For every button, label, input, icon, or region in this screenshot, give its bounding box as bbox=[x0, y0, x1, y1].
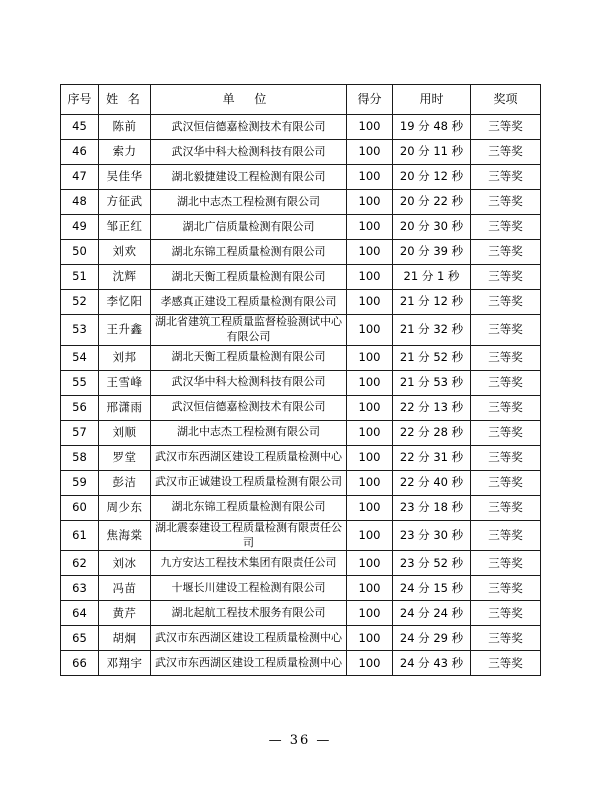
cell-name: 焦海棠 bbox=[99, 520, 151, 551]
cell-award: 三等奖 bbox=[471, 215, 541, 240]
cell-award: 三等奖 bbox=[471, 470, 541, 495]
cell-unit: 武汉市正诚建设工程质量检测有限公司 bbox=[151, 470, 347, 495]
cell-name: 罗堂 bbox=[99, 445, 151, 470]
cell-no: 58 bbox=[61, 445, 99, 470]
cell-no: 45 bbox=[61, 115, 99, 140]
cell-unit: 湖北省建筑工程质量监督检验测试中心有限公司 bbox=[151, 315, 347, 346]
cell-name: 邢潇雨 bbox=[99, 395, 151, 420]
cell-unit: 九方安达工程技术集团有限责任公司 bbox=[151, 551, 347, 576]
table-row bbox=[61, 520, 541, 551]
table-row bbox=[61, 370, 541, 395]
cell-score: 100 bbox=[347, 315, 393, 346]
cell-no: 63 bbox=[61, 576, 99, 601]
cell-unit: 湖北中志杰工程检测有限公司 bbox=[151, 190, 347, 215]
column-header-unit: 单 位 bbox=[151, 85, 347, 115]
cell-unit: 湖北东锦工程质量检测有限公司 bbox=[151, 240, 347, 265]
cell-no: 56 bbox=[61, 395, 99, 420]
cell-name: 王雪峰 bbox=[99, 370, 151, 395]
cell-unit: 武汉华中科大检测科技有限公司 bbox=[151, 370, 347, 395]
cell-no: 62 bbox=[61, 551, 99, 576]
table-row bbox=[61, 190, 541, 215]
cell-no: 55 bbox=[61, 370, 99, 395]
cell-award: 三等奖 bbox=[471, 445, 541, 470]
cell-award: 三等奖 bbox=[471, 140, 541, 165]
cell-award: 三等奖 bbox=[471, 190, 541, 215]
cell-award: 三等奖 bbox=[471, 495, 541, 520]
cell-time: 24 分 29 秒 bbox=[393, 626, 471, 651]
table-row bbox=[61, 165, 541, 190]
cell-no: 52 bbox=[61, 290, 99, 315]
cell-no: 64 bbox=[61, 601, 99, 626]
cell-time: 22 分 28 秒 bbox=[393, 420, 471, 445]
table-row bbox=[61, 420, 541, 445]
table-row bbox=[61, 395, 541, 420]
cell-time: 24 分 24 秒 bbox=[393, 601, 471, 626]
cell-name: 刘邦 bbox=[99, 345, 151, 370]
cell-time: 19 分 48 秒 bbox=[393, 115, 471, 140]
cell-score: 100 bbox=[347, 265, 393, 290]
table-row bbox=[61, 445, 541, 470]
column-header-award: 奖项 bbox=[471, 85, 541, 115]
table-row bbox=[61, 651, 541, 676]
cell-no: 61 bbox=[61, 520, 99, 551]
cell-award: 三等奖 bbox=[471, 626, 541, 651]
cell-score: 100 bbox=[347, 445, 393, 470]
cell-time: 20 分 30 秒 bbox=[393, 215, 471, 240]
cell-name: 邓翔宇 bbox=[99, 651, 151, 676]
table-row bbox=[61, 140, 541, 165]
cell-award: 三等奖 bbox=[471, 601, 541, 626]
cell-no: 57 bbox=[61, 420, 99, 445]
cell-time: 21 分 32 秒 bbox=[393, 315, 471, 346]
cell-score: 100 bbox=[347, 576, 393, 601]
cell-no: 48 bbox=[61, 190, 99, 215]
cell-score: 100 bbox=[347, 190, 393, 215]
cell-name: 冯苗 bbox=[99, 576, 151, 601]
cell-unit: 武汉华中科大检测科技有限公司 bbox=[151, 140, 347, 165]
cell-award: 三等奖 bbox=[471, 395, 541, 420]
cell-unit: 湖北起航工程技术服务有限公司 bbox=[151, 601, 347, 626]
cell-award: 三等奖 bbox=[471, 551, 541, 576]
cell-time: 21 分 53 秒 bbox=[393, 370, 471, 395]
cell-time: 21 分 52 秒 bbox=[393, 345, 471, 370]
cell-unit: 十堰长川建设工程检测有限公司 bbox=[151, 576, 347, 601]
column-header-no: 序号 bbox=[61, 85, 99, 115]
cell-no: 54 bbox=[61, 345, 99, 370]
cell-award: 三等奖 bbox=[471, 165, 541, 190]
cell-unit: 湖北毅捷建设工程检测有限公司 bbox=[151, 165, 347, 190]
cell-no: 49 bbox=[61, 215, 99, 240]
cell-score: 100 bbox=[347, 395, 393, 420]
cell-time: 23 分 18 秒 bbox=[393, 495, 471, 520]
cell-award: 三等奖 bbox=[471, 520, 541, 551]
cell-time: 22 分 40 秒 bbox=[393, 470, 471, 495]
cell-award: 三等奖 bbox=[471, 420, 541, 445]
cell-unit: 湖北天衡工程质量检测有限公司 bbox=[151, 345, 347, 370]
cell-award: 三等奖 bbox=[471, 290, 541, 315]
table-header bbox=[61, 85, 541, 115]
cell-unit: 武汉市东西湖区建设工程质量检测中心 bbox=[151, 445, 347, 470]
cell-time: 24 分 15 秒 bbox=[393, 576, 471, 601]
cell-time: 21 分 12 秒 bbox=[393, 290, 471, 315]
cell-unit: 湖北天衡工程质量检测有限公司 bbox=[151, 265, 347, 290]
cell-no: 65 bbox=[61, 626, 99, 651]
cell-score: 100 bbox=[347, 551, 393, 576]
table-row bbox=[61, 115, 541, 140]
cell-name: 方征武 bbox=[99, 190, 151, 215]
cell-score: 100 bbox=[347, 470, 393, 495]
cell-award: 三等奖 bbox=[471, 115, 541, 140]
cell-no: 46 bbox=[61, 140, 99, 165]
cell-name: 邹正红 bbox=[99, 215, 151, 240]
cell-score: 100 bbox=[347, 601, 393, 626]
cell-score: 100 bbox=[347, 140, 393, 165]
cell-name: 李忆阳 bbox=[99, 290, 151, 315]
cell-name: 沈辉 bbox=[99, 265, 151, 290]
table-row bbox=[61, 315, 541, 346]
cell-no: 51 bbox=[61, 265, 99, 290]
cell-score: 100 bbox=[347, 370, 393, 395]
cell-no: 59 bbox=[61, 470, 99, 495]
table-row bbox=[61, 626, 541, 651]
cell-unit: 武汉市东西湖区建设工程质量检测中心 bbox=[151, 626, 347, 651]
cell-name: 黄芹 bbox=[99, 601, 151, 626]
cell-score: 100 bbox=[347, 165, 393, 190]
table-row bbox=[61, 265, 541, 290]
cell-award: 三等奖 bbox=[471, 370, 541, 395]
cell-time: 23 分 30 秒 bbox=[393, 520, 471, 551]
cell-name: 刘顺 bbox=[99, 420, 151, 445]
cell-name: 吴佳华 bbox=[99, 165, 151, 190]
cell-award: 三等奖 bbox=[471, 345, 541, 370]
table-row bbox=[61, 290, 541, 315]
cell-time: 22 分 13 秒 bbox=[393, 395, 471, 420]
cell-award: 三等奖 bbox=[471, 240, 541, 265]
cell-time: 20 分 11 秒 bbox=[393, 140, 471, 165]
cell-time: 20 分 39 秒 bbox=[393, 240, 471, 265]
cell-unit: 武汉市东西湖区建设工程质量检测中心 bbox=[151, 651, 347, 676]
cell-score: 100 bbox=[347, 115, 393, 140]
cell-score: 100 bbox=[347, 215, 393, 240]
table-row bbox=[61, 470, 541, 495]
award-results-table bbox=[60, 84, 541, 676]
cell-time: 20 分 12 秒 bbox=[393, 165, 471, 190]
cell-unit: 武汉恒信德嘉检测技术有限公司 bbox=[151, 115, 347, 140]
cell-score: 100 bbox=[347, 626, 393, 651]
cell-time: 23 分 52 秒 bbox=[393, 551, 471, 576]
cell-name: 王升鑫 bbox=[99, 315, 151, 346]
cell-unit: 湖北中志杰工程检测有限公司 bbox=[151, 420, 347, 445]
cell-time: 21 分 1 秒 bbox=[393, 265, 471, 290]
cell-time: 22 分 31 秒 bbox=[393, 445, 471, 470]
cell-name: 刘冰 bbox=[99, 551, 151, 576]
cell-score: 100 bbox=[347, 520, 393, 551]
cell-score: 100 bbox=[347, 240, 393, 265]
cell-award: 三等奖 bbox=[471, 315, 541, 346]
table-row bbox=[61, 215, 541, 240]
cell-unit: 武汉恒信德嘉检测技术有限公司 bbox=[151, 395, 347, 420]
cell-unit: 湖北震泰建设工程质量检测有限责任公司 bbox=[151, 520, 347, 551]
cell-time: 20 分 22 秒 bbox=[393, 190, 471, 215]
table-row bbox=[61, 576, 541, 601]
cell-no: 47 bbox=[61, 165, 99, 190]
cell-name: 刘欢 bbox=[99, 240, 151, 265]
table-row bbox=[61, 240, 541, 265]
cell-award: 三等奖 bbox=[471, 265, 541, 290]
table-row bbox=[61, 495, 541, 520]
cell-name: 周少东 bbox=[99, 495, 151, 520]
cell-no: 60 bbox=[61, 495, 99, 520]
cell-no: 53 bbox=[61, 315, 99, 346]
cell-no: 66 bbox=[61, 651, 99, 676]
table-row bbox=[61, 345, 541, 370]
cell-unit: 湖北东锦工程质量检测有限公司 bbox=[151, 495, 347, 520]
cell-score: 100 bbox=[347, 290, 393, 315]
cell-name: 索力 bbox=[99, 140, 151, 165]
cell-score: 100 bbox=[347, 651, 393, 676]
cell-score: 100 bbox=[347, 495, 393, 520]
table-row bbox=[61, 551, 541, 576]
table-header-row bbox=[61, 85, 541, 115]
column-header-time: 用时 bbox=[393, 85, 471, 115]
page-number: — 36 — bbox=[268, 733, 332, 748]
cell-score: 100 bbox=[347, 345, 393, 370]
cell-time: 24 分 43 秒 bbox=[393, 651, 471, 676]
column-header-score: 得分 bbox=[347, 85, 393, 115]
cell-name: 彭洁 bbox=[99, 470, 151, 495]
cell-name: 胡炯 bbox=[99, 626, 151, 651]
cell-unit: 孝感真正建设工程质量检测有限公司 bbox=[151, 290, 347, 315]
table-row bbox=[61, 601, 541, 626]
cell-unit: 湖北广信质量检测有限公司 bbox=[151, 215, 347, 240]
cell-score: 100 bbox=[347, 420, 393, 445]
column-header-name: 姓 名 bbox=[99, 85, 151, 115]
cell-award: 三等奖 bbox=[471, 651, 541, 676]
cell-no: 50 bbox=[61, 240, 99, 265]
cell-award: 三等奖 bbox=[471, 576, 541, 601]
table-body bbox=[61, 115, 541, 676]
cell-name: 陈前 bbox=[99, 115, 151, 140]
